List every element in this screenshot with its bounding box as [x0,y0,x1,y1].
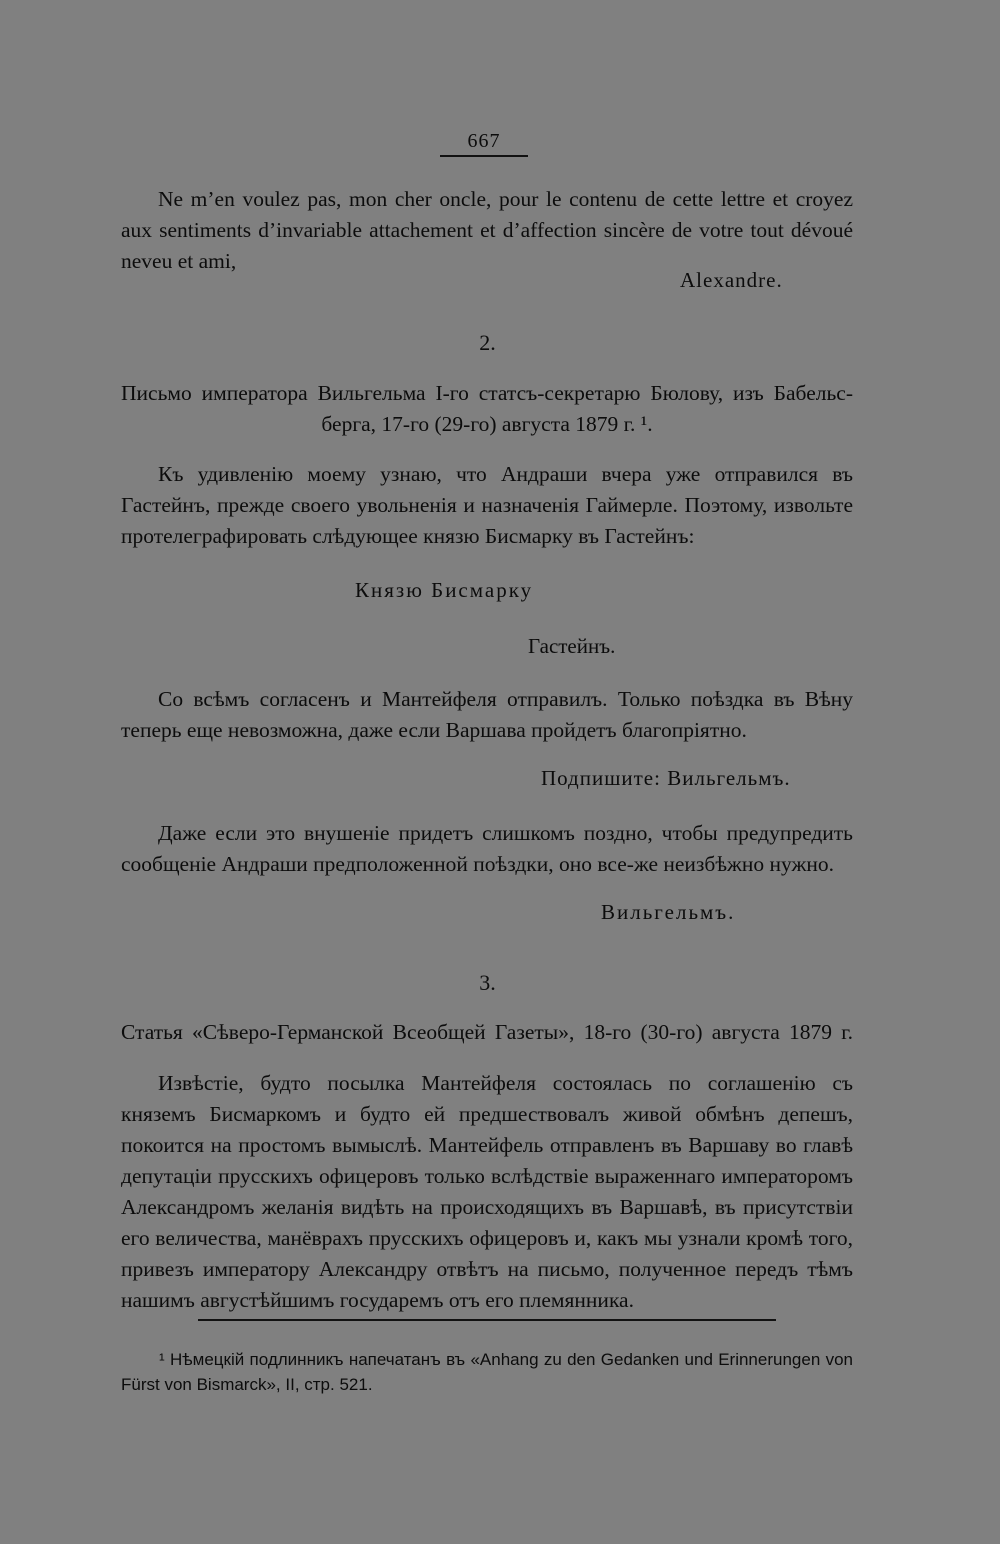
letter-closing-text: Ne m’en voulez pas, mon cher oncle, pour le contenu de cette lettre et croyez aux sentiments d’invariable attachement et d’affection sincère de votre tout dévoué neveu et ami, [121,187,853,273]
section-2-paragraph-2: Со всѣмъ согласенъ и Мантейфеля отправилъ. Только поѣздка въ Вѣну теперь еще невозможна, даже если Варшава пройдетъ благопріятно. [121,687,853,742]
section-2-number: 2. [479,330,496,355]
signed-line: Подпишите: Вильгельмъ. [541,766,791,790]
section-3-paragraph-1: Извѣстіе, будто посылка Мантейфеля состоялась по соглашенію съ княземъ Бисмаркомъ и будто ей предшествовалъ живой обмѣнъ депешъ, покоится на простомъ вымыслѣ. Мантейфель отправленъ въ Варшаву во главѣ депутаціи прусскихъ офицеровъ только вслѣдствіе выраженнаго императоромъ Александромъ желанія видѣть на происходящихъ въ Варшавѣ, въ присутствіи его величества, манёврахъ прусскихъ офицеровъ и, какъ мы узнали кромѣ того, привезъ императору Александру отвѣтъ на письмо, полученное передъ тѣмъ нашимъ августѣйшимъ государемъ отъ его племянника. [121,1071,853,1312]
section-2-paragraph-1: Къ удивленію моему узнаю, что Андраши вчера уже отправился въ Гастейнъ, прежде своего увольненія и назначенія Гаймерле. Поэтому, извольте протелеграфировать слѣдующее князю Бисмарку въ Гастейнъ: [121,462,853,548]
section-3-number: 3. [479,970,496,995]
section-2-heading [121,378,853,440]
section-2-signature: Вильгельмъ. [601,900,736,924]
section-2-paragraph-3: Даже если это внушеніе придетъ слишкомъ поздно, чтобы предупредить сообщеніе Андраши предположенной поѣздки, оно все-же неизбѣжно нужно. [121,821,853,876]
section-2-heading-line1: Письмо императора Вильгельма I-го статсъ-секретарю Бюлову, изъ Бабельс- [121,381,853,405]
section-3-heading: Статья «Сѣверо-Германской Всеобщей Газеты», 18-го (30-го) августа 1879 г. [121,1020,853,1044]
telegram-address-place: Гастейнъ. [528,634,616,658]
letter-signature: Alexandre. [680,268,783,292]
footnote: ¹ Нѣмецкій подлинникъ напечатанъ въ «Anhang zu den Gedanken und Erinnerungen von Fürst von Bismarck», II, стр. 521. [121,1350,853,1394]
telegram-address-name: Князю Бисмарку [355,578,534,602]
footnote-divider [198,1319,776,1321]
section-2-heading-line2: берга, 17-го (29-го) августа 1879 г. ¹. [321,412,653,436]
page-number: 667 [440,130,528,157]
